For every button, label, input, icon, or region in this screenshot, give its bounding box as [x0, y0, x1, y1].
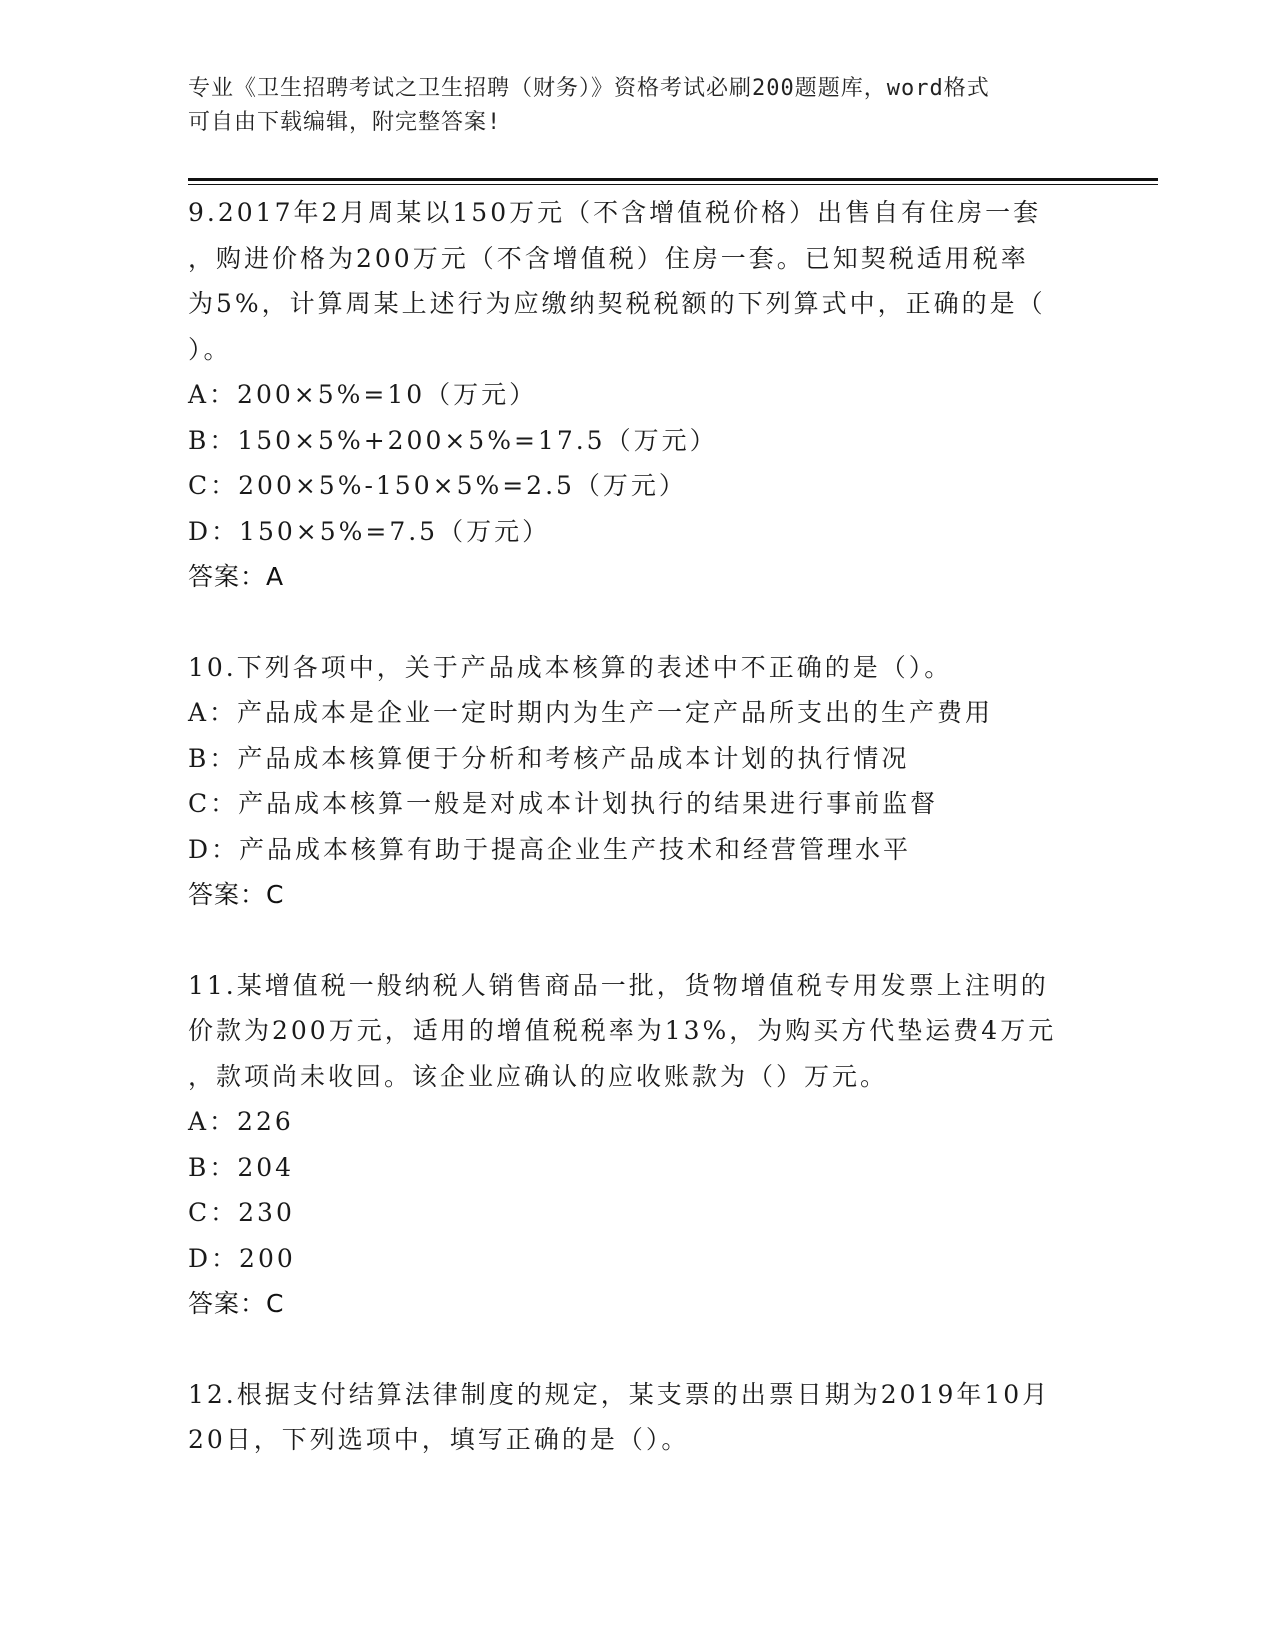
question-stem-line: 11.某增值税一般纳税人销售商品一批，货物增值税专用发票上注明的	[188, 970, 1049, 1000]
question-stem-line: ，购进价格为200万元（不含增值税）住房一套。已知契税适用税率	[188, 243, 1029, 273]
question-11	[188, 963, 1088, 1327]
option-d: D：200	[188, 1243, 296, 1273]
question-list	[188, 190, 1088, 1508]
option-c: C：230	[188, 1198, 295, 1227]
option-d: D：150×5%=7.5（万元）	[188, 516, 551, 546]
answer-line: 答案：C	[188, 880, 285, 909]
question-stem-line: 9.2017年2月周某以150万元（不含增值税价格）出售自有住房一套	[188, 198, 1042, 227]
header-divider-thick	[188, 178, 1158, 181]
header-divider-thin	[188, 184, 1158, 185]
question-stem-line: 价款为200万元，适用的增值税税率为13%，为购买方代垫运费4万元	[188, 1016, 1057, 1045]
option-c: C：产品成本核算一般是对成本计划执行的结果进行事前监督	[188, 789, 939, 818]
question-stem-line: 10.下列各项中，关于产品成本核算的表述中不正确的是（）。	[188, 652, 953, 682]
question-stem-line: ）。	[188, 334, 232, 364]
option-a: A：产品成本是企业一定时期内为生产一定产品所支出的生产费用	[188, 698, 994, 727]
header-title-line-2: 可自由下载编辑，附完整答案!	[188, 110, 502, 135]
question-stem-line: 20日，下列选项中，填写正确的是（）。	[188, 1425, 690, 1454]
question-10	[188, 645, 1088, 918]
option-b: B：204	[188, 1152, 295, 1182]
option-c: C：200×5%-150×5%=2.5（万元）	[188, 471, 687, 500]
question-stem-line: 为5%，计算周某上述行为应缴纳契税税额的下列算式中，正确的是（	[188, 289, 1046, 318]
answer-line: 答案：A	[188, 562, 285, 591]
option-a: A：226	[188, 1107, 294, 1136]
option-b: B：150×5%+200×5%=17.5（万元）	[188, 425, 718, 455]
document-header	[188, 72, 1088, 140]
question-9	[188, 190, 1088, 600]
header-title-line-1: 专业《卫生招聘考试之卫生招聘（财务）》资格考试必刷200题题库，word格式	[188, 76, 990, 101]
option-a: A：200×5%=10（万元）	[188, 380, 538, 409]
question-stem-line: ，款项尚未收回。该企业应确认的应收账款为（）万元。	[188, 1061, 889, 1091]
option-d: D：产品成本核算有助于提高企业生产技术和经营管理水平	[188, 834, 912, 864]
question-stem-line: 12.根据支付结算法律制度的规定，某支票的出票日期为2019年10月	[188, 1379, 1051, 1409]
option-b: B：产品成本核算便于分析和考核产品成本计划的执行情况	[188, 743, 910, 773]
question-12	[188, 1372, 1088, 1463]
answer-line: 答案：C	[188, 1289, 285, 1318]
